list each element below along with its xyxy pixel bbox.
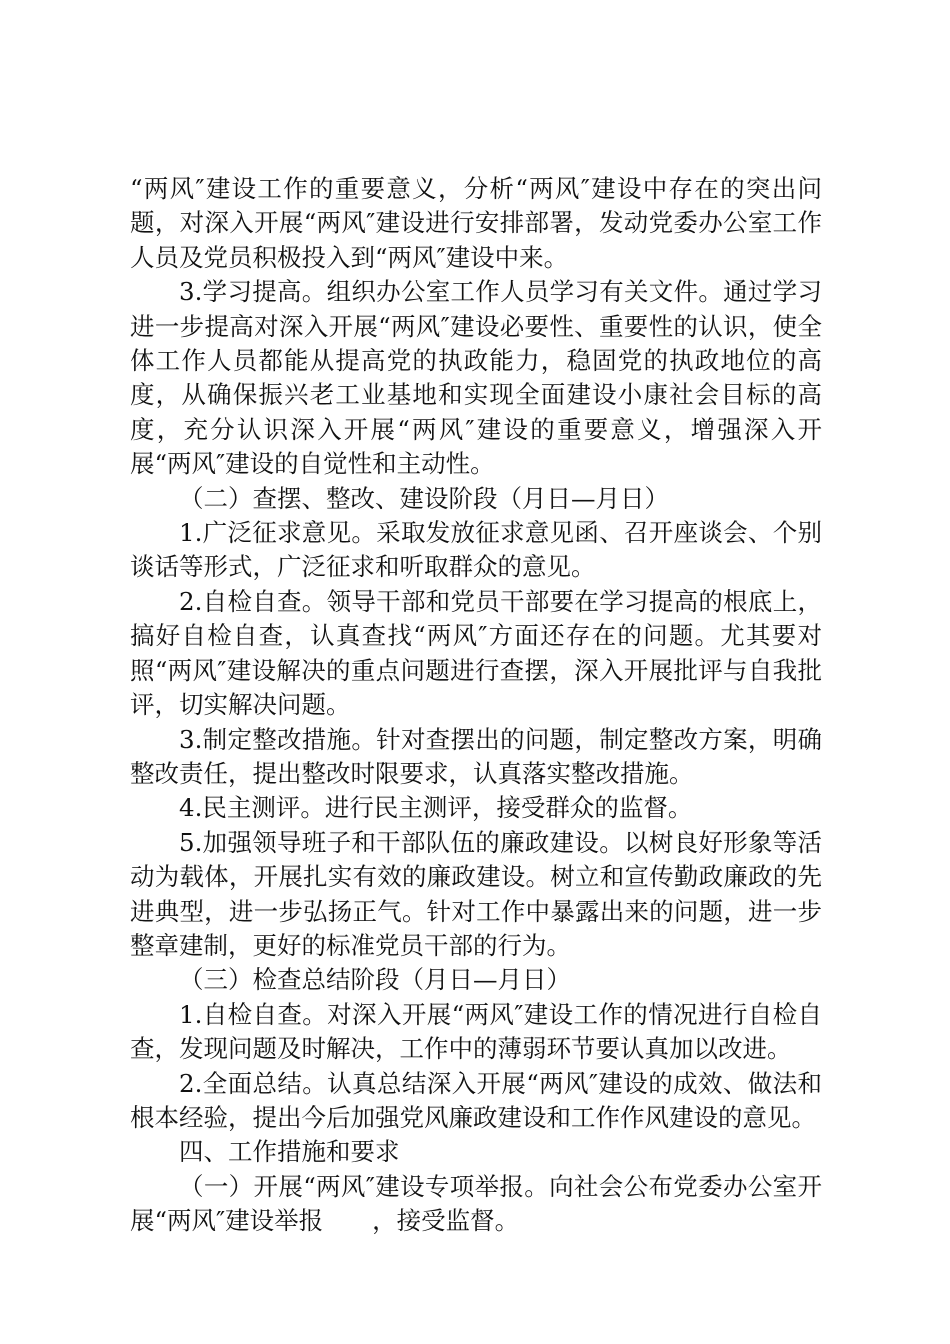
paragraph-inspection: 1.自检自查。对深入开展“两风″建设工作的情况进行自检自查，发现问题及时解决，工作中的薄弱环节要认真加以改进。 bbox=[130, 999, 822, 1064]
paragraph-integrity-building: 5.加强领导班子和干部队伍的廉政建设。以树良好形象等活动为载体，开展扎实有效的廉政建设。树立和宣传勤政廉政的先进典型，进一步弘扬正气。针对工作中暴露出来的问题，进一步整章建制，更好的标准党员干部的行为。 bbox=[130, 827, 822, 960]
paragraph-summary: 2.全面总结。认真总结深入开展“两风″建设的成效、做法和根本经验，提出今后加强党风廉政建设和工作作风建设的意见。 bbox=[130, 1068, 822, 1132]
section-heading-4: 四、工作措施和要求 bbox=[179, 1137, 400, 1167]
document-body bbox=[130, 172, 822, 1239]
paragraph-study: 3.学习提高。组织办公室工作人员学习有关文件。通过学习进一步提高对深入开展“两风″建设必要性、重要性的认识，使全体工作人员都能从提高党的执政能力，稳固党的执政地位的高度，从确保振兴老工业基地和实现全面建设小康社会目标的高度，充分认识深入开展“两风″建设的重要意义，增强深入开展“两风″建设的自觉性和主动性。 bbox=[130, 277, 822, 479]
paragraph-reporting: （一）开展“两风″建设专项举报。向社会公布党委办公室开展“两风″建设举报 ，接受监督。 bbox=[130, 1171, 822, 1236]
paragraph-self-check: 2.自检自查。领导干部和党员干部要在学习提高的根底上，搞好自检自查，认真查找“两风″方面还存在的问题。尤其要对照“两风″建设解决的重点问题进行查摆，深入开展批评与自我批评，切实解决问题。 bbox=[130, 586, 822, 720]
section-heading-2: （二）查摆、整改、建设阶段（月日—月日） bbox=[179, 483, 669, 513]
paragraph-democratic-review: 4.民主测评。进行民主测评，接受群众的监督。 bbox=[179, 793, 693, 823]
paragraph-continuation: “两风″建设工作的重要意义，分析“两风″建设中存在的突出问题，对深入开展“两风″建设进行安排部署，发动党委办公室工作人员及党员积极投入到“两风″建设中来。 bbox=[130, 174, 822, 272]
paragraph-solicit-opinions: 1.广泛征求意见。采取发放征求意见函、召开座谈会、个别谈话等形式，广泛征求和听取群众的意见。 bbox=[130, 518, 822, 582]
section-heading-3: （三）检查总结阶段（月日—月日） bbox=[179, 965, 571, 995]
paragraph-rectification: 3.制定整改措施。针对查摆出的问题，制定整改方案，明确整改责任，提出整改时限要求，认真落实整改措施。 bbox=[130, 724, 822, 788]
